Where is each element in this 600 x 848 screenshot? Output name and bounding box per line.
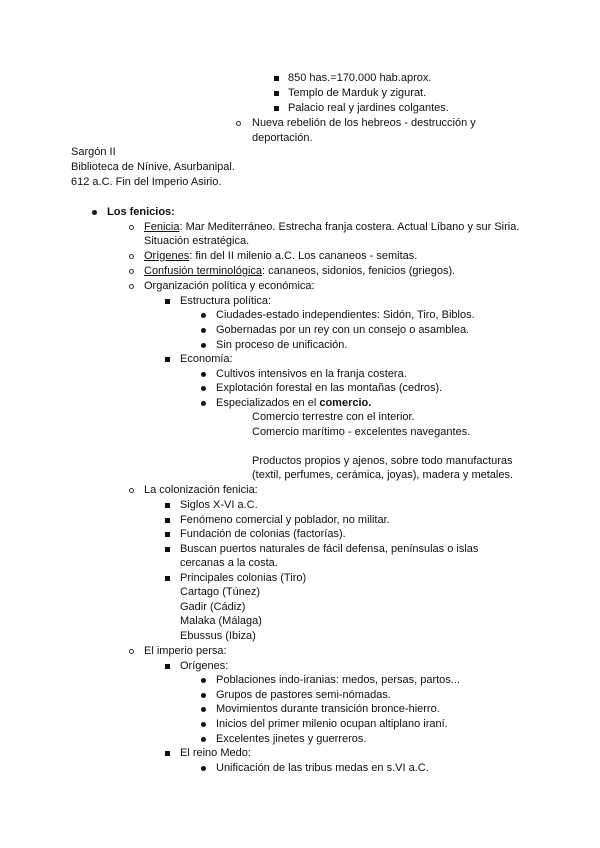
colony-line: Gadir (Cádiz): [180, 601, 246, 613]
colony-line: Malaka (Málaga): [180, 615, 262, 627]
disc-bullet-icon: [201, 722, 206, 727]
list-item: Fundación de colonias (factorías).: [180, 528, 346, 540]
list-item: Siglos X-VI a.C.: [180, 499, 258, 511]
list-item: Unificación de las tribus medas en s.VI a.C.: [216, 762, 429, 774]
square-bullet-icon: [165, 299, 170, 304]
list-item: Cultivos intensivos en la franja costera.: [216, 368, 407, 380]
indented-line: (textil, perfumes, cerámica, joyas), madera y metales.: [252, 469, 514, 481]
list-item-continuation: deportación.: [252, 132, 313, 144]
disc-bullet-icon: [201, 678, 206, 683]
term-fenicia: Fenicia: [144, 221, 180, 233]
square-bullet-icon: [165, 503, 170, 508]
square-bullet-icon: [165, 576, 170, 581]
circle-bullet-icon: [236, 121, 241, 126]
list-item: Ciudades-estado independientes: Sidón, Tiro, Biblos.: [216, 309, 475, 321]
list-item: Sin proceso de unificación.: [216, 339, 348, 351]
disc-bullet-icon: [201, 401, 206, 406]
disc-bullet-icon: [201, 328, 206, 333]
indented-line: Comercio terrestre con el interior.: [252, 411, 415, 423]
circle-bullet-icon: [129, 225, 134, 230]
square-bullet-icon: [165, 751, 170, 756]
disc-bullet-icon: [201, 766, 206, 771]
term-confusion: Confusión terminológica: [144, 265, 263, 277]
paragraph-line: Sargón II: [71, 146, 116, 158]
section-heading: Los fenicios:: [107, 206, 175, 218]
disc-bullet-icon: [201, 343, 206, 348]
disc-bullet-icon: [201, 386, 206, 391]
list-item: Grupos de pastores semi-nómadas.: [216, 689, 391, 701]
disc-bullet-icon: [92, 210, 97, 215]
circle-bullet-icon: [129, 254, 134, 259]
indented-line: Comercio marítimo - excelentes navegantes.: [252, 426, 471, 438]
list-item-continuation: cercanas a la costa.: [180, 557, 278, 569]
list-item: El imperio persa:: [144, 645, 227, 657]
list-item: Orígenes:: [180, 660, 229, 672]
list-item: Principales colonias (Tiro): [180, 572, 307, 584]
circle-bullet-icon: [129, 488, 134, 493]
colony-line: Cartago (Túnez): [180, 586, 261, 598]
list-item: Organización política y económica:: [144, 280, 315, 292]
disc-bullet-icon: [201, 737, 206, 742]
paragraph-line: Biblioteca de Nínive, Asurbanipal.: [71, 161, 235, 173]
list-item: El reino Medo:: [180, 747, 251, 759]
colony-line: Ebussus (Ibiza): [180, 630, 256, 642]
square-bullet-icon: [165, 357, 170, 362]
list-item-continuation: Situación estratégica.: [144, 235, 250, 247]
list-item: 850 has.=170.000 hab.aprox.: [288, 72, 432, 84]
term-comercio: comercio.: [319, 397, 372, 409]
indented-line: Productos propios y ajenos, sobre todo manufacturas: [252, 455, 513, 467]
disc-bullet-icon: [201, 693, 206, 698]
list-item: Explotación forestal en las montañas (cedros).: [216, 382, 443, 394]
list-item: Confusión terminológica: cananeos, sidonios, fenicios (griegos).: [144, 265, 456, 277]
term-origenes: Orígenes: [144, 250, 190, 262]
square-bullet-icon: [165, 518, 170, 523]
square-bullet-icon: [165, 532, 170, 537]
circle-bullet-icon: [129, 269, 134, 274]
list-item: Inicios del primer milenio ocupan altiplano iraní.: [216, 718, 448, 730]
list-item: Palacio real y jardines colgantes.: [288, 102, 449, 114]
disc-bullet-icon: [201, 372, 206, 377]
list-item: Buscan puertos naturales de fácil defensa, penínsulas o islas: [180, 543, 479, 555]
square-bullet-icon: [274, 106, 279, 111]
list-item: La colonización fenicia:: [144, 484, 258, 496]
square-bullet-icon: [165, 664, 170, 669]
list-item: Nueva rebelión de los hebreos - destrucción y: [252, 117, 476, 129]
list-item: Fenicia: Mar Mediterráneo. Estrecha franja costera. Actual Líbano y sur Siria.: [144, 221, 520, 233]
list-item: Gobernadas por un rey con un consejo o asamblea.: [216, 324, 470, 336]
square-bullet-icon: [274, 76, 279, 81]
list-item: Especializados en el comercio.: [216, 397, 372, 409]
list-item: Poblaciones indo-iranias: medos, persas, partos...: [216, 674, 460, 686]
list-item: Economía:: [180, 353, 233, 365]
list-item: Orígenes: fin del II milenio a.C. Los cananeos - semitas.: [144, 250, 418, 262]
disc-bullet-icon: [201, 313, 206, 318]
circle-bullet-icon: [129, 284, 134, 289]
list-item: Excelentes jinetes y guerreros.: [216, 733, 367, 745]
disc-bullet-icon: [201, 707, 206, 712]
list-item: Movimientos durante transición bronce-hierro.: [216, 703, 440, 715]
square-bullet-icon: [274, 91, 279, 96]
list-item: Templo de Marduk y zigurat.: [288, 87, 427, 99]
square-bullet-icon: [165, 547, 170, 552]
list-item: Fenómeno comercial y poblador, no militar.: [180, 514, 390, 526]
list-item: Estructura política:: [180, 295, 272, 307]
circle-bullet-icon: [129, 649, 134, 654]
paragraph-line: 612 a.C. Fin del Imperio Asirio.: [71, 176, 222, 188]
